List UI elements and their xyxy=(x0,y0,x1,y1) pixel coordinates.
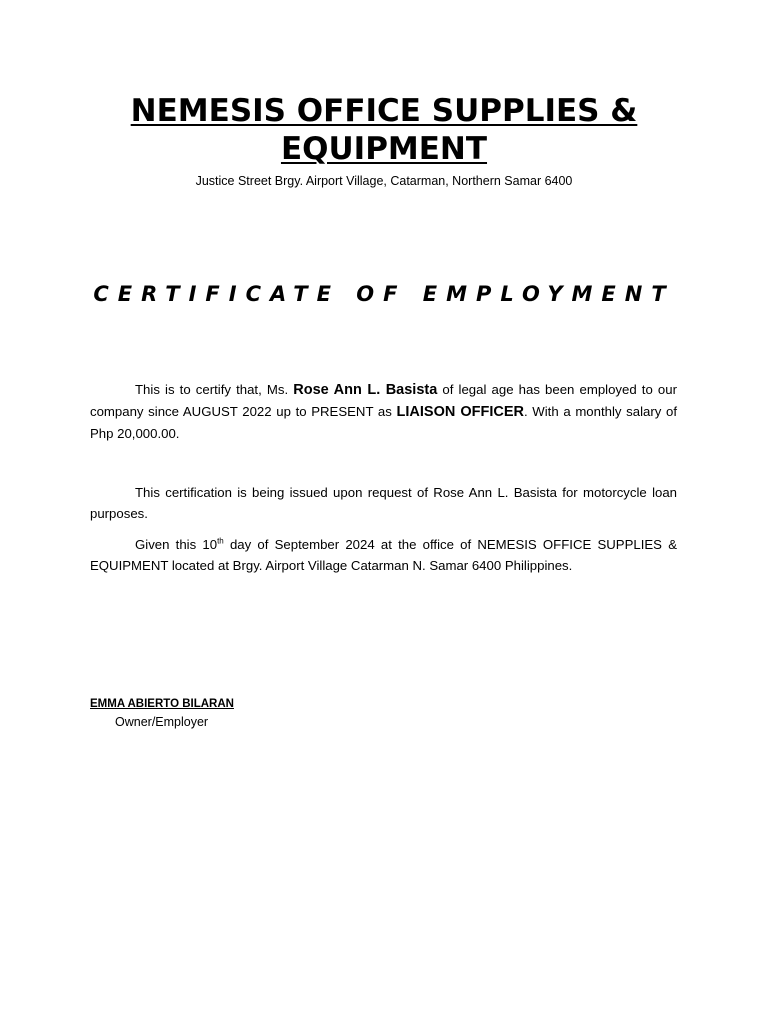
issuance-paragraph xyxy=(90,534,677,576)
issuance-start: Given this 10 xyxy=(135,537,218,552)
company-name xyxy=(90,92,678,168)
purpose-text: This certification is being issued upon request of Rose Ann L. Basista for motorcycle loan purposes. xyxy=(90,485,677,521)
purpose-paragraph xyxy=(90,482,677,524)
signatory-title: Owner/Employer xyxy=(115,715,209,729)
paragraph1-end: . With a monthly salary of Php 20,000.00. xyxy=(90,404,677,441)
document-title: CERTIFICATE OF EMPLOYMENT xyxy=(93,282,675,306)
employee-name: Rose Ann L. Basista xyxy=(293,382,438,398)
company-name-line1: NEMESIS OFFICE SUPPLIES & xyxy=(130,93,638,129)
company-address: Justice Street Brgy. Airport Village, Catarman, Northern Samar 6400 xyxy=(195,174,573,188)
signatory-name: EMMA ABIERTO BILARAN xyxy=(90,698,234,710)
ordinal-suffix: th xyxy=(217,536,224,546)
employee-position: LIAISON OFFICER xyxy=(396,404,524,420)
paragraph1-intro: This is to certify that, Ms. xyxy=(135,382,294,397)
issuance-rest: day of September 2024 at the office of NEMESIS OFFICE SUPPLIES & EQUIPMENT located at Brgy. Airport Village Catarman N. Samar 6400 Philippines. xyxy=(90,537,677,573)
company-name-line2: EQUIPMENT xyxy=(280,131,488,167)
employment-paragraph xyxy=(90,379,677,444)
paragraph1-middle: of legal age has been employed to our company since AUGUST 2022 up to PRESENT as xyxy=(90,382,677,419)
